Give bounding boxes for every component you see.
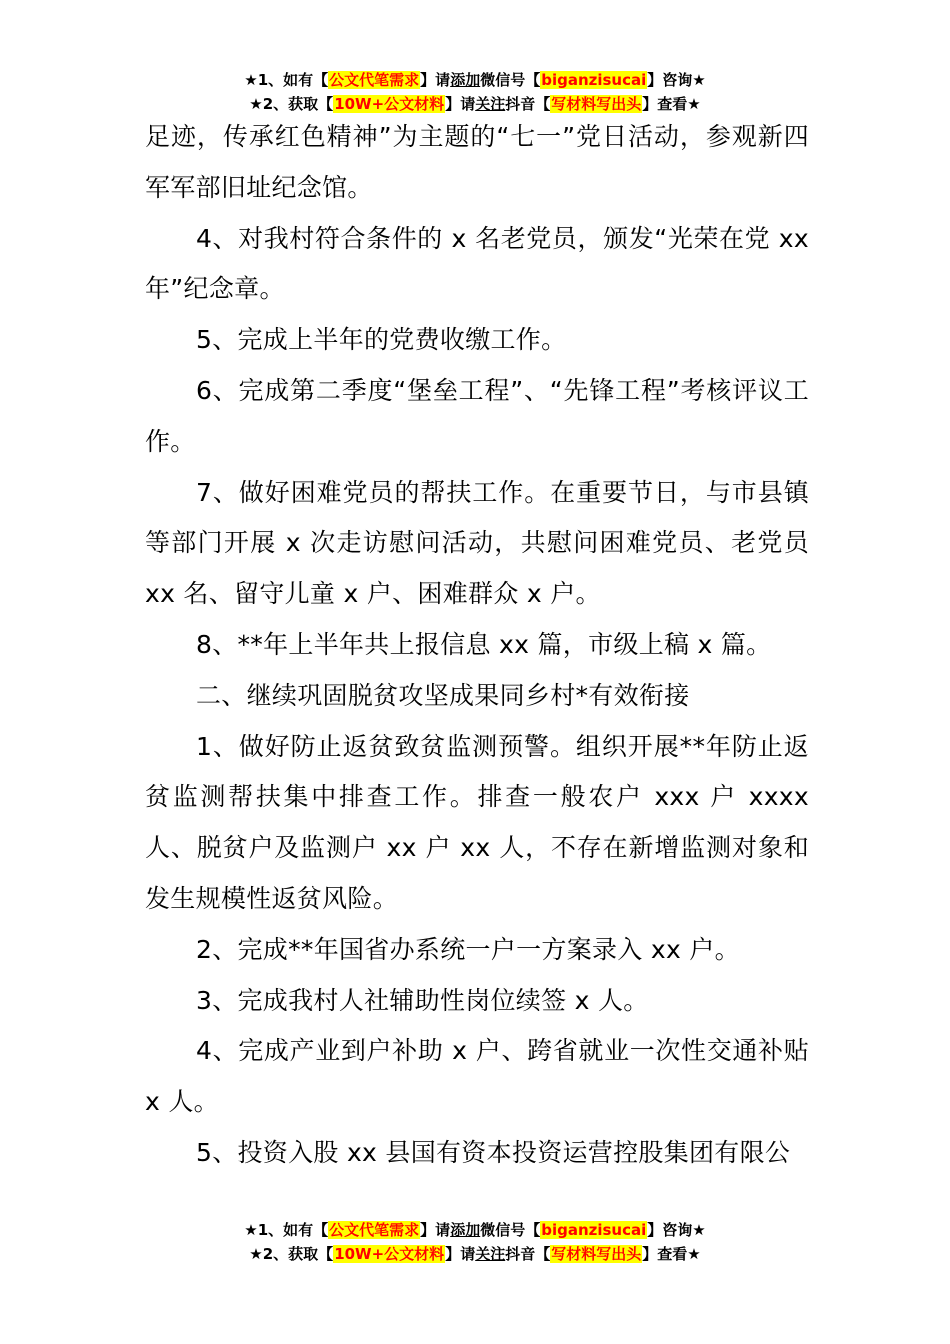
- banner-text: 】查看★: [642, 95, 701, 113]
- banner-text: 】请: [445, 1245, 476, 1263]
- banner-highlight: 写材料写出头: [551, 95, 642, 113]
- banner-text: 微信号【: [480, 71, 541, 89]
- banner-line-1: [0, 1218, 950, 1242]
- paragraph: 2、完成**年国省办系统一户一方案录入 xx 户。: [196, 934, 740, 964]
- banner-underline: 添加: [450, 71, 481, 89]
- paragraph: 5、投资入股 xx 县国有资本投资运营控股集团有限公: [196, 1137, 791, 1167]
- banner-underline: 关注: [475, 95, 506, 113]
- banner-text: 抖音【: [505, 95, 551, 113]
- paragraph: 4、对我村符合条件的 x 名老党员，颁发“光荣在党 xx 年”纪念章。: [145, 223, 809, 304]
- banner-text: 】请: [420, 1221, 451, 1239]
- banner-text: 】查看★: [642, 1245, 701, 1263]
- document-body: [145, 112, 809, 1179]
- header-banner: [0, 68, 950, 116]
- banner-text: 微信号【: [480, 1221, 541, 1239]
- paragraph: 8、**年上半年共上报信息 xx 篇，市级上稿 x 篇。: [196, 629, 772, 659]
- paragraph: 7、做好困难党员的帮扶工作。在重要节日，与市县镇等部门开展 x 次走访慰问活动，共慰问困难党员、老党员 xx 名、留守儿童 x 户、困难群众 x 户。: [145, 477, 809, 609]
- paragraph: 3、完成我村人社辅助性岗位续签 x 人。: [196, 985, 649, 1015]
- banner-line-2: [0, 1242, 950, 1266]
- section-heading: 二、继续巩固脱贫攻坚成果同乡村*有效衔接: [196, 680, 690, 710]
- paragraph: 1、做好防止返贫致贫监测预警。组织开展**年防止返贫监测帮扶集中排查工作。排查一般农户 xxx 户 xxxx 人、脱贫户及监测户 xx 户 xx 人，不存在新增监测对象和发生规模性返贫风险。: [145, 731, 809, 913]
- banner-text: 】请: [445, 95, 476, 113]
- banner-highlight: 公文代笔需求: [329, 71, 420, 89]
- paragraph: 足迹，传承红色精神”为主题的“七一”党日活动，参观新四军军部旧址纪念馆。: [145, 122, 809, 202]
- banner-highlight: 写材料写出头: [551, 1245, 642, 1263]
- banner-text: 抖音【: [505, 1245, 551, 1263]
- banner-underline: 关注: [475, 1245, 506, 1263]
- banner-highlight: biganzisucai: [541, 1221, 647, 1239]
- paragraph: 6、完成第二季度“堡垒工程”、“先锋工程”考核评议工作。: [145, 375, 809, 456]
- paragraph: 5、完成上半年的党费收缴工作。: [196, 325, 567, 355]
- paragraph: 4、完成产业到户补助 x 户、跨省就业一次性交通补贴 x 人。: [145, 1036, 809, 1117]
- banner-text: 】咨询★: [647, 71, 706, 89]
- banner-highlight: biganzisucai: [541, 71, 647, 89]
- banner-text: ★2、获取【: [249, 95, 334, 113]
- banner-text: ★1、如有【: [244, 1221, 329, 1239]
- banner-text: ★2、获取【: [249, 1245, 334, 1263]
- banner-highlight: 公文代笔需求: [329, 1221, 420, 1239]
- banner-underline: 添加: [450, 1221, 481, 1239]
- banner-highlight: 10W+公文材料: [334, 95, 445, 113]
- banner-highlight: 10W+公文材料: [334, 1245, 445, 1263]
- banner-text: 】请: [420, 71, 451, 89]
- banner-line-1: [0, 68, 950, 92]
- banner-text: ★1、如有【: [244, 71, 329, 89]
- banner-text: 】咨询★: [647, 1221, 706, 1239]
- footer-banner: [0, 1218, 950, 1266]
